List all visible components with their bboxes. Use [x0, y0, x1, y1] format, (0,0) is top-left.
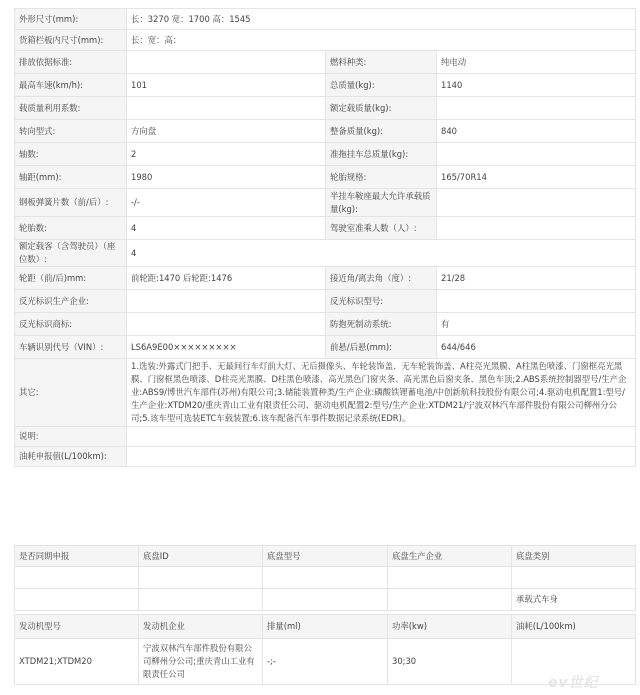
spec-value [437, 97, 636, 120]
spec-label: 车辆识别代号（VIN）: [15, 336, 127, 359]
chassis-column-header: 底盘ID [139, 546, 263, 567]
engine-column-header: 发动机企业 [139, 615, 263, 639]
chassis-cell [139, 567, 263, 589]
spec-row [15, 267, 636, 290]
spec-label: 总质量(kg): [326, 74, 437, 97]
chassis-cell: 承载式车身 [512, 589, 636, 611]
spec-row [15, 189, 636, 217]
spec-label: 转向型式: [15, 120, 127, 143]
spec-label: 准拖挂车总质量(kg): [326, 143, 437, 166]
spec-value: -/- [127, 189, 326, 217]
spec-value: 101 [127, 74, 326, 97]
spec-label: 前悬/后悬(mm): [326, 336, 437, 359]
chassis-cell [263, 567, 388, 589]
spec-row [15, 120, 636, 143]
spec-value: 有 [437, 313, 636, 336]
chassis-column-header: 是否同期申报 [15, 546, 139, 567]
spec-row [15, 313, 636, 336]
spec-value: LS6A9E00××××××××× [127, 336, 326, 359]
engine-column-header: 排量(ml) [263, 615, 388, 639]
spec-value: 1140 [437, 74, 636, 97]
spec-row [15, 336, 636, 359]
spec-value: 4 [127, 240, 636, 267]
chassis-cell [512, 567, 636, 589]
spec-label: 钢板弹簧片数（前/后）: [15, 189, 127, 217]
engine-column-header: 功率(kw) [388, 615, 512, 639]
engine-column-header: 发动机型号 [15, 615, 139, 639]
spec-label: 接近角/离去角（度）: [326, 267, 437, 290]
spec-value: 纯电动 [437, 51, 636, 74]
spec-value [127, 313, 326, 336]
spec-value: 长：宽：高： [127, 30, 636, 51]
spec-value [127, 51, 326, 74]
spec-value [437, 290, 636, 313]
spec-label: 反光标识商标: [15, 313, 127, 336]
engine-header-row [15, 615, 636, 639]
spec-row [15, 240, 636, 267]
spec-label: 轴数: [15, 143, 127, 166]
engine-table [14, 614, 636, 685]
spec-label: 燃料种类: [326, 51, 437, 74]
spec-value: 644/646 [437, 336, 636, 359]
spec-label: 外形尺寸(mm): [15, 9, 127, 30]
spec-value [437, 217, 636, 240]
spec-value: 前轮距:1470 后轮距:1476 [127, 267, 326, 290]
chassis-cell [139, 589, 263, 611]
chassis-cell [15, 589, 139, 611]
spec-value: 21/28 [437, 267, 636, 290]
chassis-table [14, 545, 636, 611]
spec-row [15, 51, 636, 74]
spec-label: 最高车速(km/h): [15, 74, 127, 97]
spec-value [127, 447, 636, 467]
spec-label: 防抱死制动系统: [326, 313, 437, 336]
spec-row [15, 97, 636, 120]
spec-label: 额定载客（含驾驶员）（座位数）: [15, 240, 127, 267]
spec-value: 长：3270 宽：1700 高：1545 [127, 9, 636, 30]
spec-row [15, 74, 636, 97]
spec-label: 轴距(mm): [15, 166, 127, 189]
spec-row [15, 217, 636, 240]
spec-value: 165/70R14 [437, 166, 636, 189]
engine-cell: 30;30 [388, 639, 512, 685]
spec-value: 1.选装:外露式门把手、无最间行车灯前大灯、无后摄像头、车轮装饰盖、无车轮装饰盖、A柱亮光黑膜、A柱黑色喷漆、门窗框亮光黑膜、门窗框黑色喷漆、D柱亮光黑膜、D柱黑色喷漆、高光黑色门窗夹条、高光黑色后窗夹条、黑色车顶;2.ABS系统控制器型号/生产企业:ABS9/博世汽车部件(苏州)有限公司;3.储能装置种类/生产企业:磷酸铁锂蓄电池/中创新航科技股份有限公司;4.驱动电机配置1:型号/生产企业:XTDM20/重庆青山工业有限责任公司、驱动电机配置2:型号/生产企业:XTDM21/宁波双林汽车部件股份有限公司柳州分公司;5.该车型可选装ETC车载装置;6.该车配备汽车事件数据记录系统(EDR)。 [127, 359, 636, 427]
engine-row [15, 639, 636, 685]
spec-label: 反光标识型号: [326, 290, 437, 313]
spec-label: 整备质量(kg): [326, 120, 437, 143]
spec-label: 排放依据标准: [15, 51, 127, 74]
engine-cell: -;- [263, 639, 388, 685]
spec-row [15, 447, 636, 467]
spec-row [15, 9, 636, 30]
spec-value: 4 [127, 217, 326, 240]
spec-label: 轮胎数: [15, 217, 127, 240]
spec-label: 载质量利用系数: [15, 97, 127, 120]
spec-label: 额定载质量(kg): [326, 97, 437, 120]
spec-label: 驾驶室准乘人数（人）: [326, 217, 437, 240]
spec-row [15, 427, 636, 447]
spec-value: 方向盘 [127, 120, 326, 143]
vehicle-spec-table [14, 8, 636, 467]
chassis-row [15, 589, 636, 611]
spec-label: 轮胎规格: [326, 166, 437, 189]
spec-row [15, 359, 636, 427]
spec-value: 840 [437, 120, 636, 143]
spec-value [127, 427, 636, 447]
spec-value: 2 [127, 143, 326, 166]
chassis-column-header: 底盘类别 [512, 546, 636, 567]
chassis-row [15, 567, 636, 589]
spec-value [127, 290, 326, 313]
engine-column-header: 油耗(L/100km) [512, 615, 636, 639]
spec-label: 其它: [15, 359, 127, 427]
spec-label: 轮距（前/后)mm: [15, 267, 127, 290]
spec-row [15, 143, 636, 166]
spec-value: 1980 [127, 166, 326, 189]
spec-value [437, 143, 636, 166]
chassis-header-row [15, 546, 636, 567]
spec-row [15, 166, 636, 189]
spec-value [127, 97, 326, 120]
spec-value [437, 189, 636, 217]
chassis-column-header: 底盘生产企业 [388, 546, 512, 567]
chassis-cell [263, 589, 388, 611]
spec-label: 油耗申报值(L/100km): [15, 447, 127, 467]
chassis-cell [15, 567, 139, 589]
chassis-column-header: 底盘型号 [263, 546, 388, 567]
chassis-cell [388, 567, 512, 589]
spec-label: 半挂车鞍座最大允许承载质量(kg): [326, 189, 437, 217]
spec-label: 货箱栏板内尺寸(mm): [15, 30, 127, 51]
spec-row [15, 290, 636, 313]
chassis-cell [388, 589, 512, 611]
spec-row [15, 30, 636, 51]
engine-cell: XTDM21;XTDM20 [15, 639, 139, 685]
spec-label: 反光标识生产企业: [15, 290, 127, 313]
watermark-logo: ev世纪 [548, 675, 599, 691]
spec-label: 说明: [15, 427, 127, 447]
engine-cell: 宁波双林汽车部件股份有限公司柳州分公司;重庆青山工业有限责任公司 [139, 639, 263, 685]
